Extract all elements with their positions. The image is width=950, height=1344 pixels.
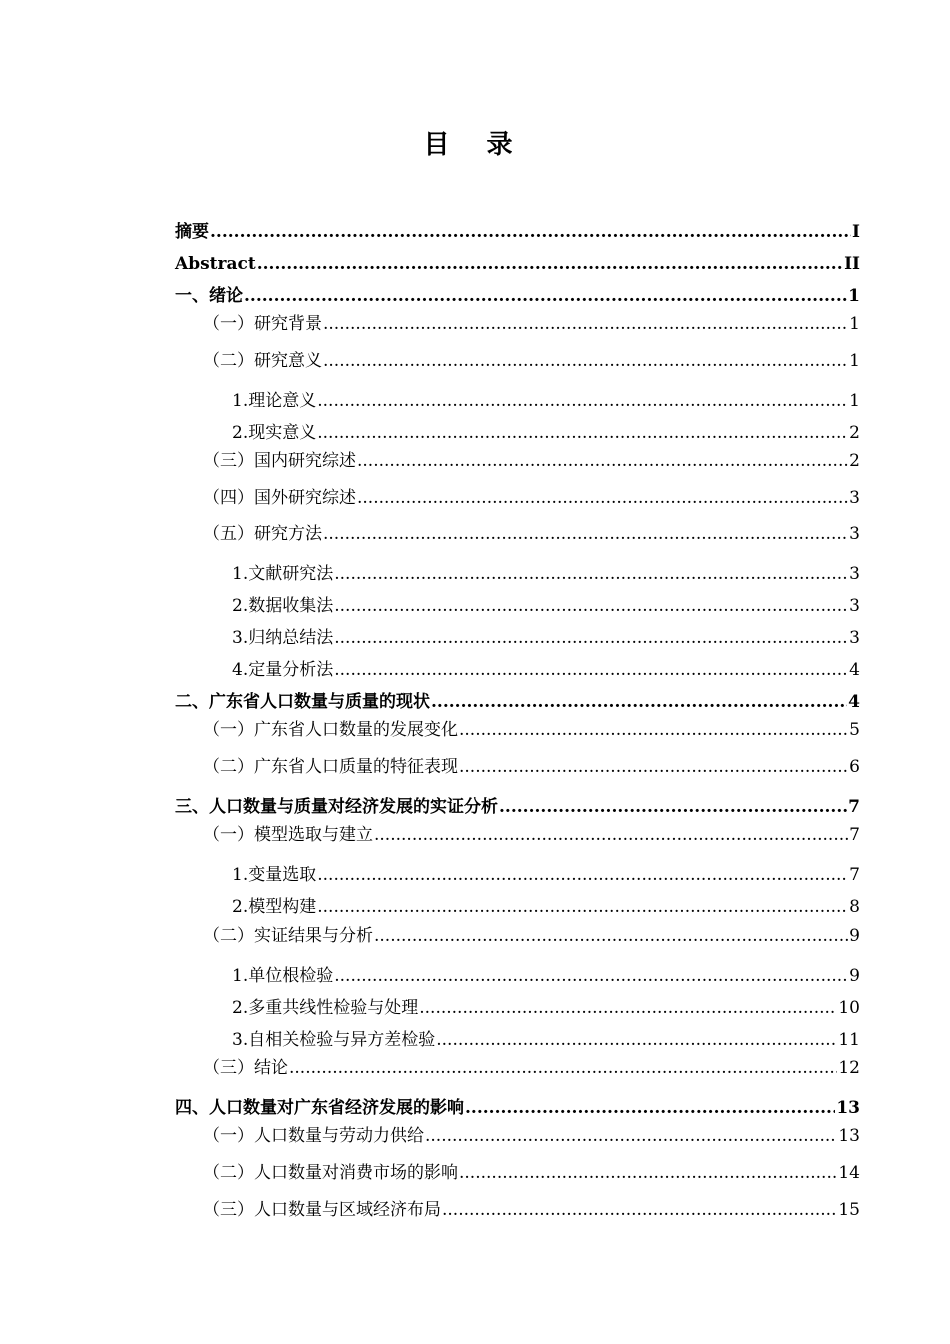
dot-leader (425, 1125, 837, 1147)
toc-entry-label: （三）结论 (203, 1058, 288, 1078)
toc-entry-page-number: 3 (849, 596, 860, 616)
toc-entry-page-number: 7 (848, 797, 860, 817)
toc-entry-page-number: 3 (849, 488, 860, 508)
toc-entry-label: 1.单位根检验 (232, 966, 334, 986)
toc-entry-page-number: 14 (838, 1163, 860, 1183)
dot-leader (357, 487, 848, 509)
toc-entry-label: （二）人口数量对消费市场的影响 (203, 1163, 458, 1183)
toc-entry-label: 1.文献研究法 (232, 564, 334, 584)
toc-entry[interactable] (203, 1125, 860, 1147)
toc-entry-label: Abstract (175, 254, 256, 274)
dot-leader (419, 997, 837, 1019)
toc-entry-label: 3.归纳总结法 (232, 628, 334, 648)
toc-entry-page-number: 12 (838, 1058, 860, 1078)
dot-leader (334, 627, 848, 649)
toc-entry-label: 2.模型构建 (232, 897, 317, 917)
toc-entry[interactable] (175, 1097, 860, 1119)
toc-entry-page-number: 4 (849, 660, 860, 680)
toc-entry-page-number: 3 (849, 628, 860, 648)
toc-entry-label: 四、人口数量对广东省经济发展的影响 (175, 1098, 464, 1118)
dot-leader (459, 719, 848, 741)
toc-entry-page-number: II (844, 254, 860, 274)
toc-entry-label: （三）国内研究综述 (203, 451, 356, 471)
toc-entry[interactable] (175, 691, 860, 713)
dot-leader (334, 965, 848, 987)
toc-entry-page-number: 5 (849, 720, 860, 740)
toc-entry[interactable] (175, 285, 860, 307)
toc-entry-page-number: 8 (849, 897, 860, 917)
toc-entry-label: （五）研究方法 (203, 524, 322, 544)
toc-entry-label: （三）人口数量与区域经济布局 (203, 1200, 441, 1220)
toc-entry-label: （一）人口数量与劳动力供给 (203, 1126, 424, 1146)
toc-entry[interactable] (175, 221, 860, 243)
toc-entry[interactable] (203, 523, 860, 545)
toc-entry-label: 3.自相关检验与异方差检验 (232, 1030, 436, 1050)
toc-entry[interactable] (203, 1057, 860, 1079)
toc-entry-label: 一、绪论 (175, 286, 243, 306)
toc-entry-page-number: 9 (849, 926, 860, 946)
dot-leader (499, 796, 847, 818)
toc-entry[interactable] (203, 824, 860, 846)
toc-entry-label: （二）研究意义 (203, 351, 322, 371)
dot-leader (357, 450, 848, 472)
toc-entry-label: 2.多重共线性检验与处理 (232, 998, 419, 1018)
dot-leader (334, 659, 848, 681)
toc-entry-label: （二）实证结果与分析 (203, 926, 373, 946)
toc-entry[interactable] (203, 1199, 860, 1221)
toc-entry-page-number: 13 (836, 1098, 860, 1118)
dot-leader (210, 221, 851, 243)
toc-entry-label: （四）国外研究综述 (203, 488, 356, 508)
toc-entry[interactable] (203, 1162, 860, 1184)
toc-entry-label: （一）广东省人口数量的发展变化 (203, 720, 458, 740)
dot-leader (442, 1199, 837, 1221)
dot-leader (323, 350, 848, 372)
dot-leader (334, 563, 848, 585)
toc-entry-label: 二、广东省人口数量与质量的现状 (175, 692, 430, 712)
toc-entry-label: （一）研究背景 (203, 314, 322, 334)
dot-leader (374, 824, 848, 846)
toc-entry-page-number: 15 (838, 1200, 860, 1220)
dot-leader (436, 1029, 837, 1051)
toc-entry[interactable] (232, 595, 860, 617)
toc-entry-page-number: 3 (849, 564, 860, 584)
toc-entry-page-number: 1 (849, 314, 860, 334)
toc-entry-page-number: 1 (849, 351, 860, 371)
toc-entry[interactable] (232, 627, 860, 649)
dot-leader (289, 1057, 837, 1079)
dot-leader (431, 691, 847, 713)
dot-leader (459, 756, 848, 778)
toc-entry-page-number: 6 (849, 757, 860, 777)
dot-leader (323, 523, 848, 545)
dot-leader (257, 253, 843, 275)
toc-entry-label: （一）模型选取与建立 (203, 825, 373, 845)
toc-entry-label: 三、人口数量与质量对经济发展的实证分析 (175, 797, 498, 817)
toc-entry[interactable] (175, 796, 860, 818)
toc-entry-page-number: 4 (848, 692, 860, 712)
toc-entry-page-number: 2 (849, 451, 860, 471)
toc-entry[interactable] (203, 719, 860, 741)
toc-entry[interactable] (175, 253, 860, 275)
toc-entry-page-number: 9 (849, 966, 860, 986)
dot-leader (317, 896, 848, 918)
toc-entry[interactable] (232, 563, 860, 585)
toc-entry[interactable] (203, 350, 860, 372)
dot-leader (317, 422, 848, 444)
toc-entry-label: 摘要 (175, 222, 209, 242)
toc-entry[interactable] (232, 1029, 860, 1051)
toc-entry[interactable] (232, 864, 860, 886)
toc-entry-page-number: 11 (838, 1030, 860, 1050)
dot-leader (465, 1097, 835, 1119)
toc-entry[interactable] (232, 390, 860, 412)
toc-entry-page-number: 7 (849, 825, 860, 845)
toc-entry-label: 2.数据收集法 (232, 596, 334, 616)
toc-entry-label: 1.变量选取 (232, 865, 317, 885)
toc-entry-page-number: 1 (848, 286, 860, 306)
dot-leader (244, 285, 847, 307)
toc-entry[interactable] (203, 450, 860, 472)
toc-entry[interactable] (203, 487, 860, 509)
toc-entry-page-number: 10 (838, 998, 860, 1018)
dot-leader (459, 1162, 837, 1184)
dot-leader (374, 925, 848, 947)
toc-entry[interactable] (203, 756, 860, 778)
toc-entry-label: （二）广东省人口质量的特征表现 (203, 757, 458, 777)
page-title: 目 录 (423, 130, 527, 160)
dot-leader (323, 313, 848, 335)
toc-entry[interactable] (232, 659, 860, 681)
toc-entry-page-number: 1 (849, 391, 860, 411)
toc-entry-page-number: 13 (838, 1126, 860, 1146)
dot-leader (317, 390, 848, 412)
toc-entry-label: 4.定量分析法 (232, 660, 334, 680)
toc-entry[interactable] (203, 925, 860, 947)
toc-entry-label: 2.现实意义 (232, 423, 317, 443)
toc-entry-page-number: 7 (849, 865, 860, 885)
toc-entry-page-number: 3 (849, 524, 860, 544)
dot-leader (334, 595, 848, 617)
toc-entry-label: 1.理论意义 (232, 391, 317, 411)
toc-entry[interactable] (232, 896, 860, 918)
toc-entry-page-number: I (852, 222, 860, 242)
toc-entry[interactable] (232, 965, 860, 987)
dot-leader (317, 864, 848, 886)
toc-entry[interactable] (232, 997, 860, 1019)
toc-entry-page-number: 2 (849, 423, 860, 443)
toc-entry[interactable] (203, 313, 860, 335)
toc-entry[interactable] (232, 422, 860, 444)
